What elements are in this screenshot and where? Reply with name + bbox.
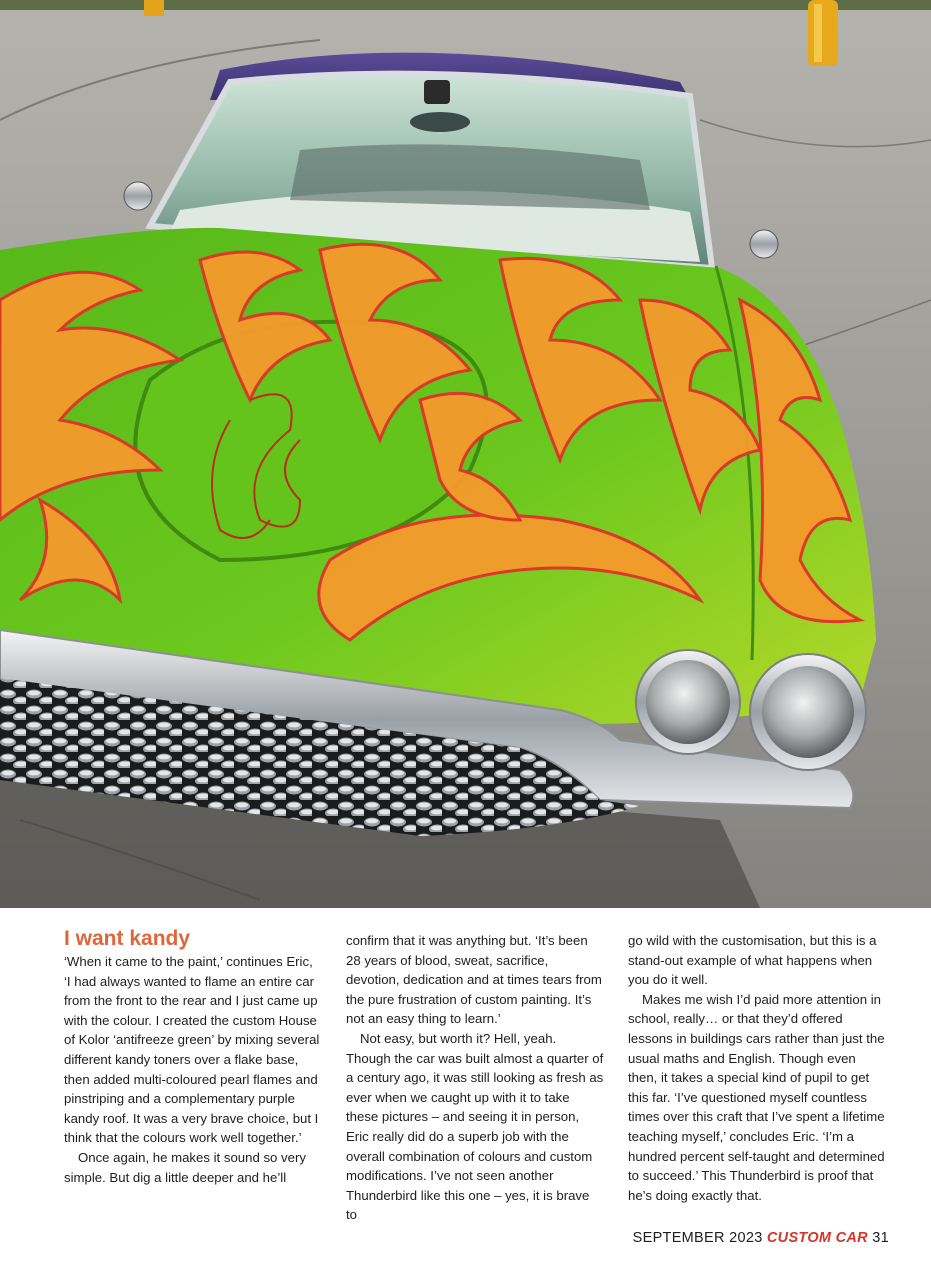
paragraph: Not easy, but worth it? Hell, yeah. Though the car was built almost a quarter of a century ago, it was still looking as fresh as ever when we caught up with it to take these pictures – and seeing it in person, Eric really did do a superb job with the overall combination of colours and custom modifications. I’ve not seen another Thunderbird like this one – yes, it is brave to [346,1030,604,1223]
page-number: 31 [872,1230,889,1246]
page-footer [633,1230,889,1246]
article-column-2 [346,928,604,1223]
article-column-1 [64,928,322,1212]
issue-date: SEPTEMBER 2023 [632,1230,763,1246]
section-heading: I want kandy [64,927,191,950]
paragraph: Makes me wish I’d paid more attention in school, really… or that they’d offered lessons in buildings cars rather than just the usual maths and English. Though even then, it takes a special kind of pupil to get this far. ‘I’ve questioned myself countless times over this craft that I’ve spent a lifetime teaching myself,’ concludes Eric. ‘I’m a hundred percent self-taught and determined to succeed.’ This Thunderbird is proof that he’s doing exactly that. [628,991,885,1203]
paragraph: confirm that it was anything but. ‘It’s been 28 years of blood, sweat, sacrifice, devotion, dedication and at times tears from the pure frustration of custom painting. It’s not an easy thing to learn.’ [346,933,602,1027]
article-column-3 [628,928,886,1212]
magazine-name: CUSTOM CAR [766,1230,868,1246]
article-body [64,927,886,1223]
paragraph: ‘When it came to the paint,’ continues Eric, ‘I had always wanted to flame an entire car from the front to the rear and I just came up with the colour. I created the custom House of Kolor ‘antifreeze green’ by mixing several different kandy toners over a flake base, then added multi-coloured pearl flames and pinstriping and a complementary purple kandy roof. It was a very brave choice, but I think that the colours work well together.’ [64,954,320,1146]
paragraph: go wild with the customisation, but this is a stand-out example of what happens when you do it well. [628,933,877,988]
paragraph: Once again, he makes it sound so very simple. But dig a little deeper and he’ll [64,1149,306,1185]
